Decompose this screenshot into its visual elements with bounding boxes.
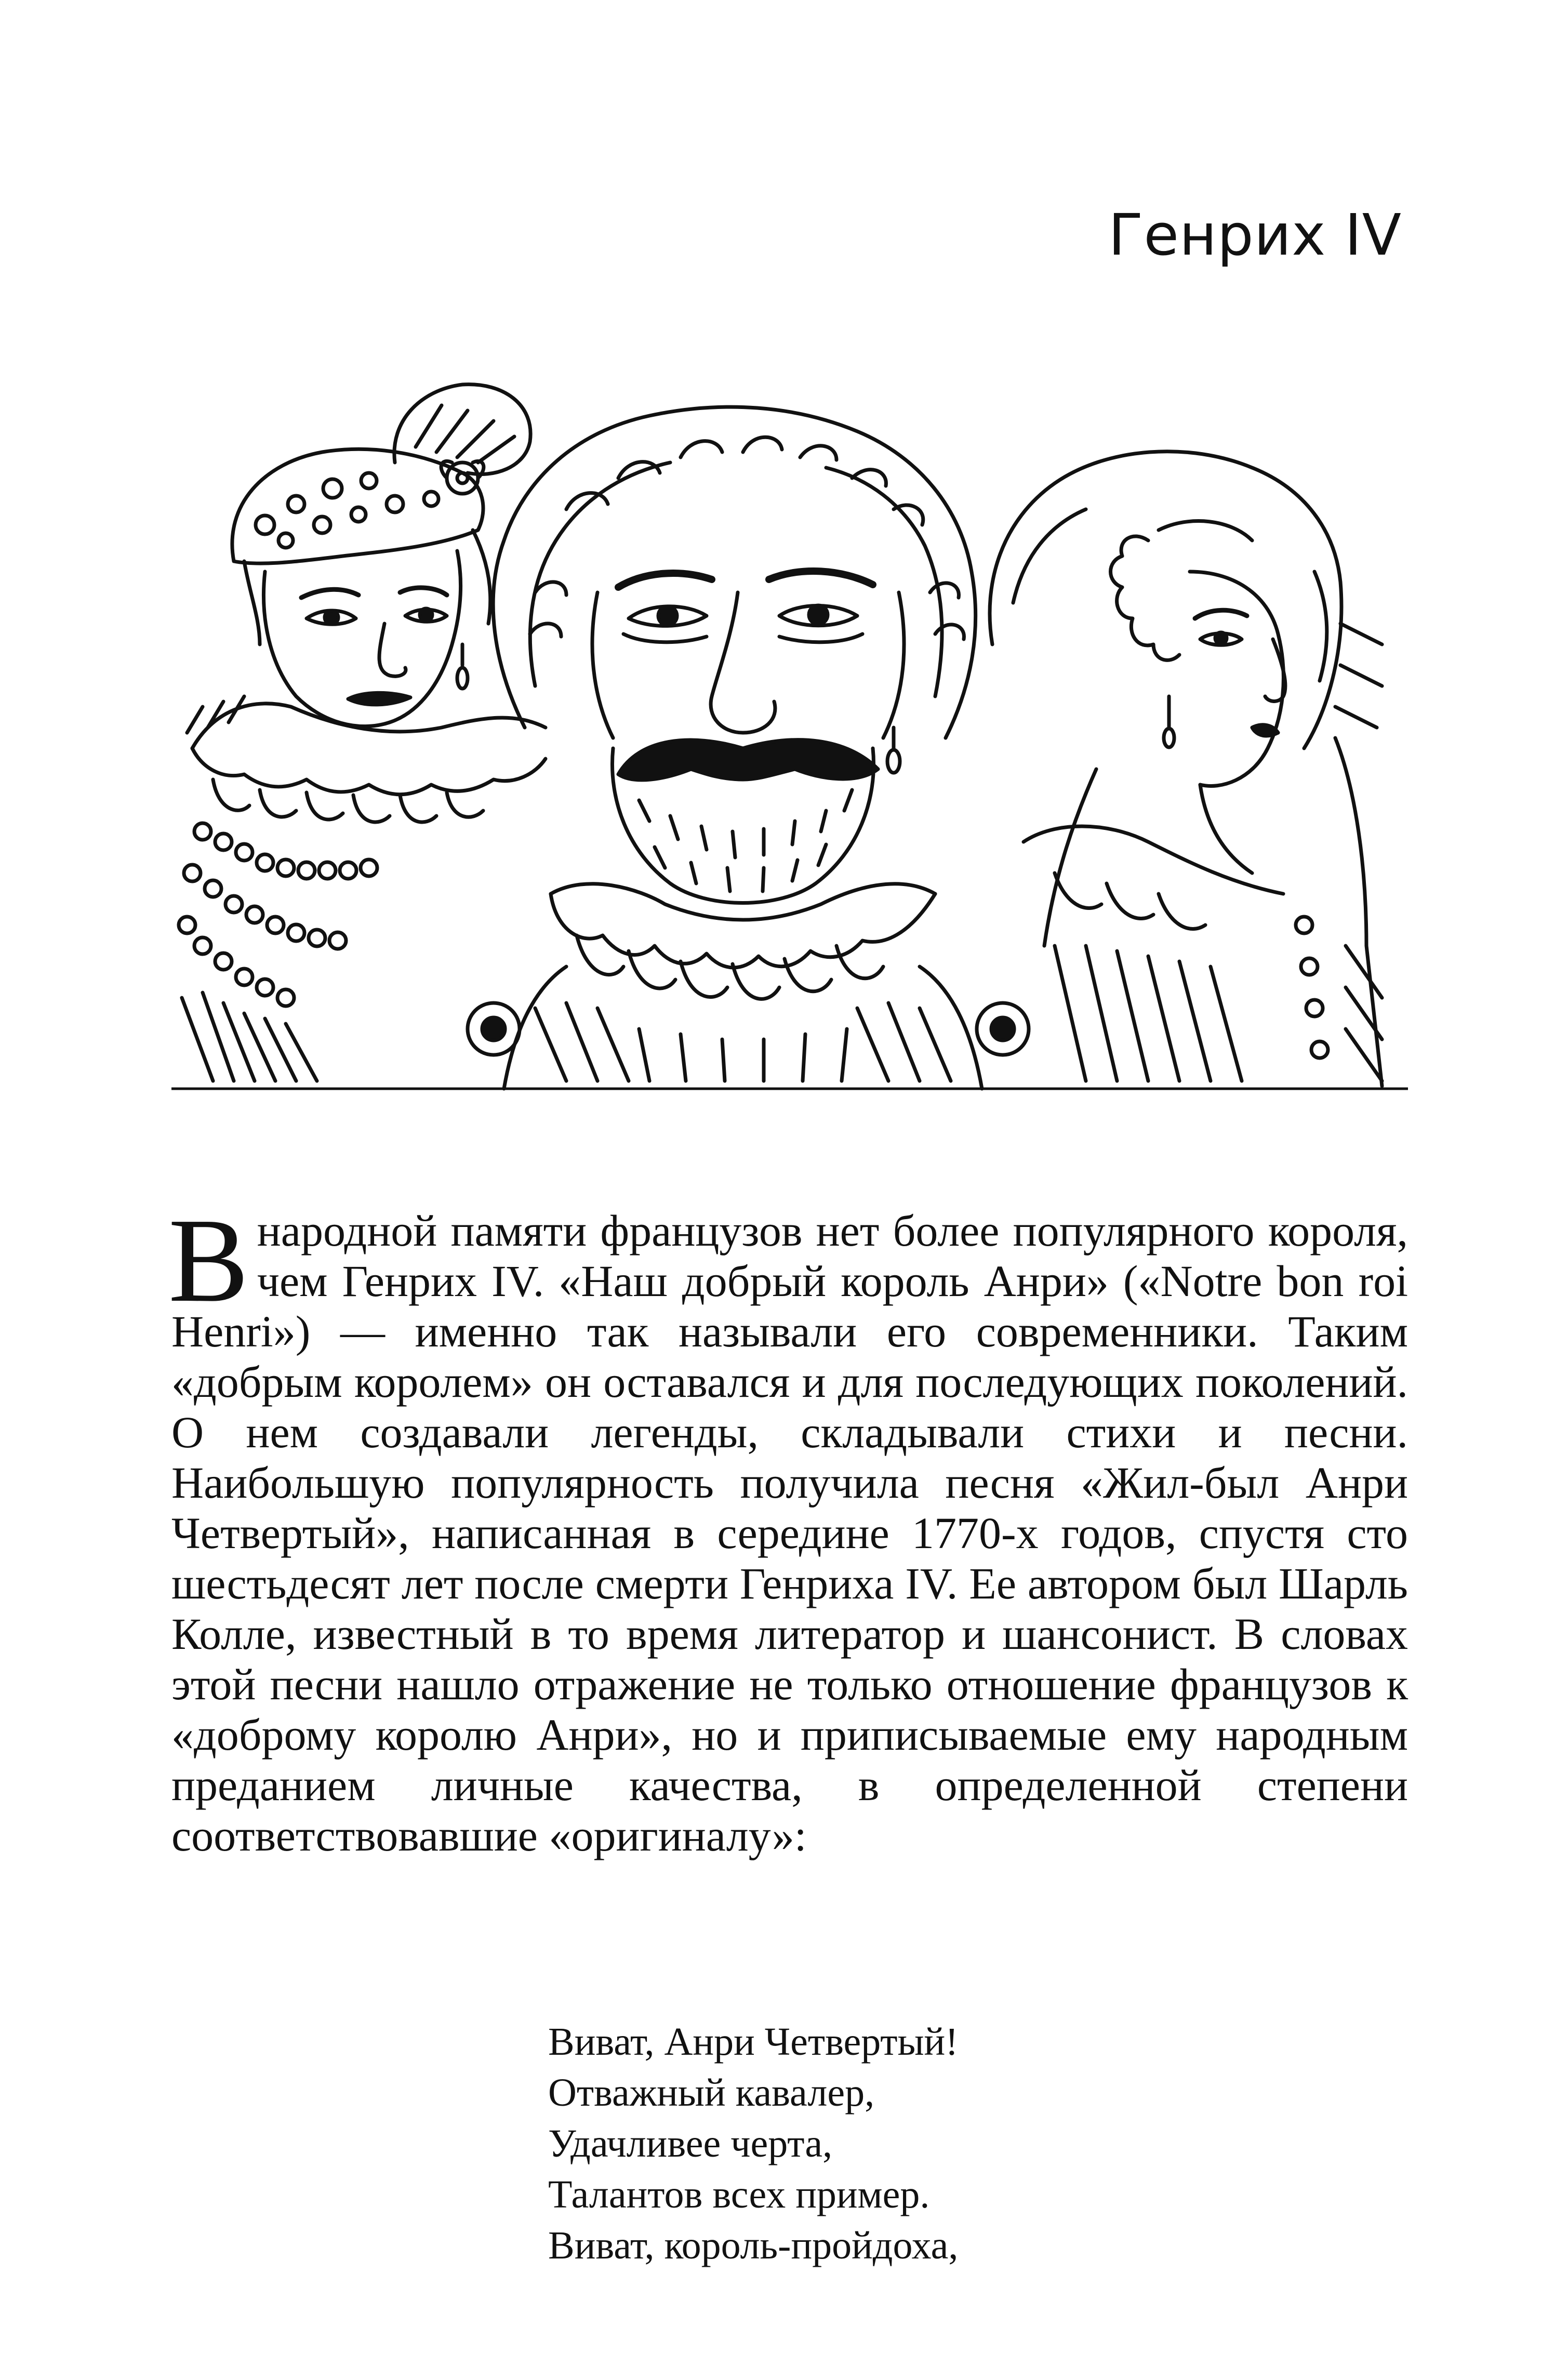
poem-line: Отважный кавалер,	[548, 2071, 875, 2115]
poem-block	[548, 2016, 959, 2271]
body-paragraph-text: народной памяти французов нет более популярного короля, чем Генрих IV. «Наш добрый король Анри» («Notre bon roi Henri») — именно так называли его современники. Таким «добрым королем» он оставался и для последующих поколений. О нем создавали легенды, складывали стихи и песни. Наибольшую популярность получила песня «Жил-был Анри Четвертый», написанная в середине 1770-х годов, спустя сто шестьдесят лет после смерти Генриха IV. Ее автором был Шарль Колле, известный в то время литератор и шансонист. В словах этой песни нашло отражение не только отношение французов к «доброму королю Анри», но и приписываемые ему народным преданием личные качества, в определенной степени соответствовавшие «оригиналу»:	[171, 1206, 1408, 1860]
portrait-illustration	[171, 374, 1408, 1096]
body-paragraph	[168, 1194, 1408, 1861]
poem-line: Виват, Анри Четвертый!	[548, 2020, 959, 2064]
right-woman-figure	[990, 452, 1382, 1086]
chapter-title: Генрих IV	[1108, 202, 1402, 268]
poem-line: Удачливее черта,	[548, 2122, 833, 2165]
drop-cap: В	[168, 1194, 249, 1327]
henri-iv-figure	[468, 407, 1029, 1089]
poem-line: Талантов всех пример.	[548, 2173, 930, 2216]
poem-line: Виват, король-пройдоха,	[548, 2224, 959, 2267]
left-woman-figure	[179, 385, 546, 1081]
